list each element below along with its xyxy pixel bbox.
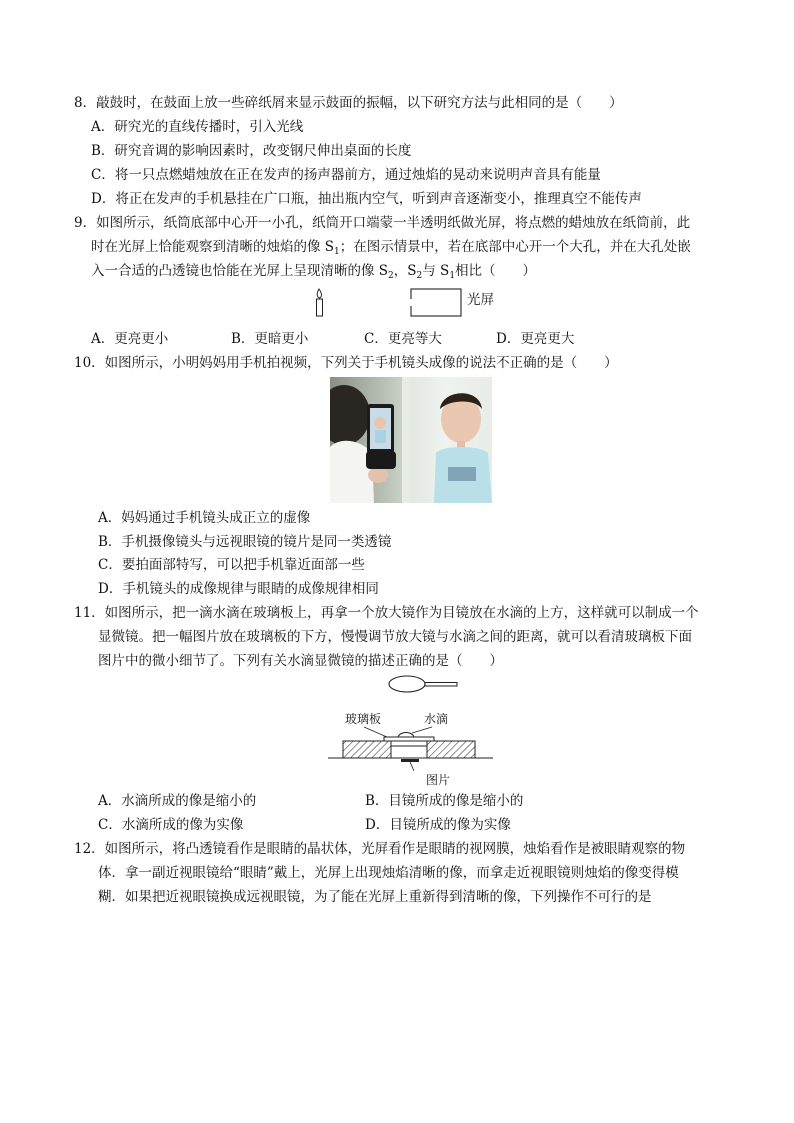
q12-stem-line3: 糊．如果把近视眼镜换成远视眼镜，为了能在光屏上重新得到清晰的像，下列操作不可行的是 (98, 889, 652, 905)
water-drop-icon (398, 733, 414, 738)
light-screen-label: 光屏 (467, 292, 494, 308)
drop-leader-line (412, 727, 432, 733)
water-drop-label: 水滴 (424, 712, 449, 726)
q10-photo (330, 377, 492, 503)
candle-icon (317, 289, 323, 316)
q9-option-c: C．更亮等大 (364, 331, 442, 347)
q10-option-a: A．妈妈通过手机镜头成正立的虚像 (98, 510, 311, 526)
q10-option-d: D．手机镜头的成像规律与眼睛的成像规律相同 (98, 581, 379, 597)
q10-stem: 10．如图所示，小明妈妈用手机拍视频，下列关于手机镜头成像的说法不正确的是（ ） (74, 355, 618, 371)
q10-option-b: B．手机摄像镜头与远视眼镜的镜片是同一类透镜 (98, 534, 392, 550)
q11-option-c: C．水滴所成的像为实像 (98, 817, 244, 833)
q11-stem-line1: 11．如图所示，把一滴水滴在玻璃板上，再拿一个放大镜作为目镜放在水滴的上方，这样就可以制成一个 (74, 605, 699, 621)
q12-stem-line1: 12．如图所示，将凸透镜看作是眼睛的晶状体，光屏看作是眼睛的视网膜，烛焰看作是被眼睛观察的物 (74, 841, 686, 857)
q8-option-b: B．研究音调的影响因素时，改变钢尺伸出桌面的长度 (91, 143, 412, 159)
glass-plate-label: 玻璃板 (345, 712, 382, 726)
picture-leader-line (410, 762, 414, 771)
q8-option-d: D．将正在发声的手机悬挂在广口瓶，抽出瓶内空气，听到声音逐渐变小，推理真空不能传声 (91, 191, 642, 207)
q9-figure (310, 286, 510, 320)
magnifier-icon (389, 676, 457, 692)
mother-filming-child-photo (330, 377, 492, 503)
q11-option-d: D．目镜所成的像为实像 (365, 817, 511, 833)
q9-stem-line3: 入一合适的凸透镜也恰能在光屏上呈现清晰的像 $S_2$，$S_2$与 $S_1$相比（ ） (91, 263, 537, 281)
q11-option-a: A．水滴所成的像是缩小的 (98, 793, 257, 809)
q10-option-c: C．要拍面部特写，可以把手机靠近面部一些 (98, 557, 365, 573)
q9-option-a: A．更亮更小 (91, 331, 169, 347)
picture-label: 图片 (426, 773, 451, 787)
q11-figure (328, 674, 493, 790)
q11-stem-line2: 显微镜。把一幅图片放在玻璃板的下方，慢慢调节放大镜与水滴之间的距离，就可以看清玻璃板下面 (98, 629, 692, 645)
water-drop-microscope-diagram (328, 674, 493, 790)
paper-tube-icon (411, 289, 461, 316)
q9-stem-line1: 9．如图所示，纸筒底部中心开一小孔，纸筒开口端蒙一半透明纸做光屏，将点燃的蜡烛放在纸筒前，此 (74, 215, 691, 231)
q12-stem-line2: 体．拿一副近视眼镜给“眼睛”戴上，光屏上出现烛焰清晰的像，而拿走近视眼镜则烛焰的像变得模 (98, 865, 679, 881)
q9-stem-line2: 时在光屏上恰能观察到清晰的烛焰的像 $S_1$；在图示情景中，若在底部中心开一个大孔，并在大孔处嵌 (91, 239, 691, 257)
glass-leader-line (364, 727, 387, 737)
glass-stand-icon (328, 737, 493, 762)
q9-option-b: B．更暗更小 (231, 331, 309, 347)
q8-option-a: A．研究光的直线传播时，引入光线 (91, 119, 304, 135)
q11-stem-line3: 图片中的微小细节了。下列有关水滴显微镜的描述正确的是（ ） (98, 653, 503, 669)
q11-option-b: B．目镜所成的像是缩小的 (365, 793, 524, 809)
q8-option-c: C．将一只点燃蜡烛放在正在发声的扬声器前方，通过烛焰的晃动来说明声音具有能量 (91, 167, 601, 183)
q9-option-d: D．更亮更大 (496, 331, 575, 347)
q8-stem: 8．敲鼓时，在鼓面上放一些碎纸屑来显示鼓面的振幅，以下研究方法与此相同的是（ ） (74, 95, 623, 111)
